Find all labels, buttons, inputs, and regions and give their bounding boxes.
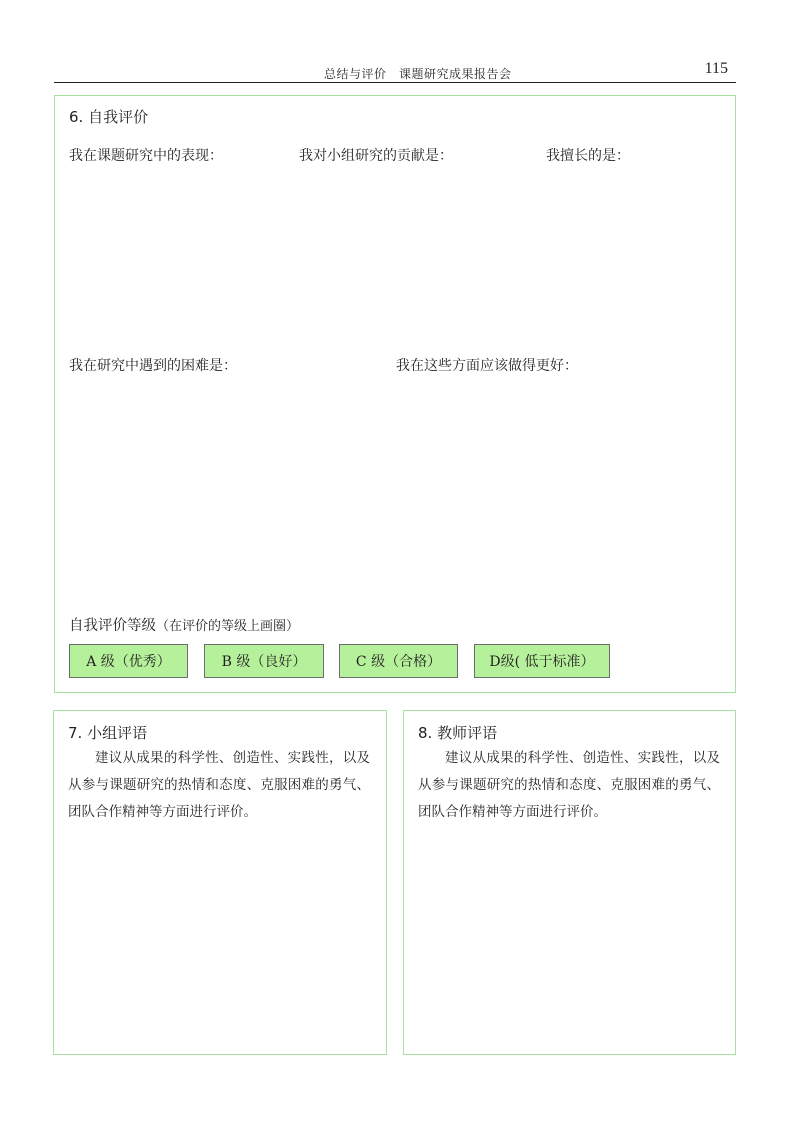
- prompt-difficulty: 我在研究中遇到的困难是：: [69, 358, 237, 374]
- grade-d-option[interactable]: D级( 低于标准）: [474, 644, 610, 678]
- prompt-performance: 我在课题研究中的表现：: [69, 148, 223, 164]
- grade-heading-note: （在评价的等级上画圈）: [156, 619, 300, 634]
- group-comment-title: 7. 小组评语: [68, 724, 148, 742]
- page-header: [54, 60, 736, 83]
- header-title: 总结与评价 课题研究成果报告会: [324, 67, 512, 81]
- grade-a-option[interactable]: A 级（优秀）: [69, 644, 188, 678]
- self-evaluation-title: 6. 自我评价: [69, 108, 149, 126]
- self-evaluation-section: [54, 95, 736, 693]
- group-comment-body: 建议从成果的科学性、创造性、实践性，以及从参与课题研究的热情和态度、克服困难的勇气、团队合作精神等方面进行评价。: [68, 750, 370, 820]
- grade-c-option[interactable]: C 级（合格）: [339, 644, 458, 678]
- prompt-strength: 我擅长的是：: [546, 148, 630, 164]
- teacher-comment-title: 8. 教师评语: [418, 724, 498, 742]
- page-number: 115: [704, 60, 728, 77]
- grade-heading: [69, 614, 299, 635]
- grade-heading-label: 自我评价等级: [69, 618, 156, 634]
- grade-b-option[interactable]: B 级（良好）: [204, 644, 324, 678]
- prompt-improve: 我在这些方面应该做得更好：: [396, 358, 578, 374]
- group-comment-section: [53, 710, 387, 1055]
- teacher-comment-body: 建议从成果的科学性、创造性、实践性，以及从参与课题研究的热情和态度、克服困难的勇气、团队合作精神等方面进行评价。: [418, 750, 720, 820]
- teacher-comment-section: [403, 710, 736, 1055]
- prompt-contribution: 我对小组研究的贡献是：: [299, 148, 453, 164]
